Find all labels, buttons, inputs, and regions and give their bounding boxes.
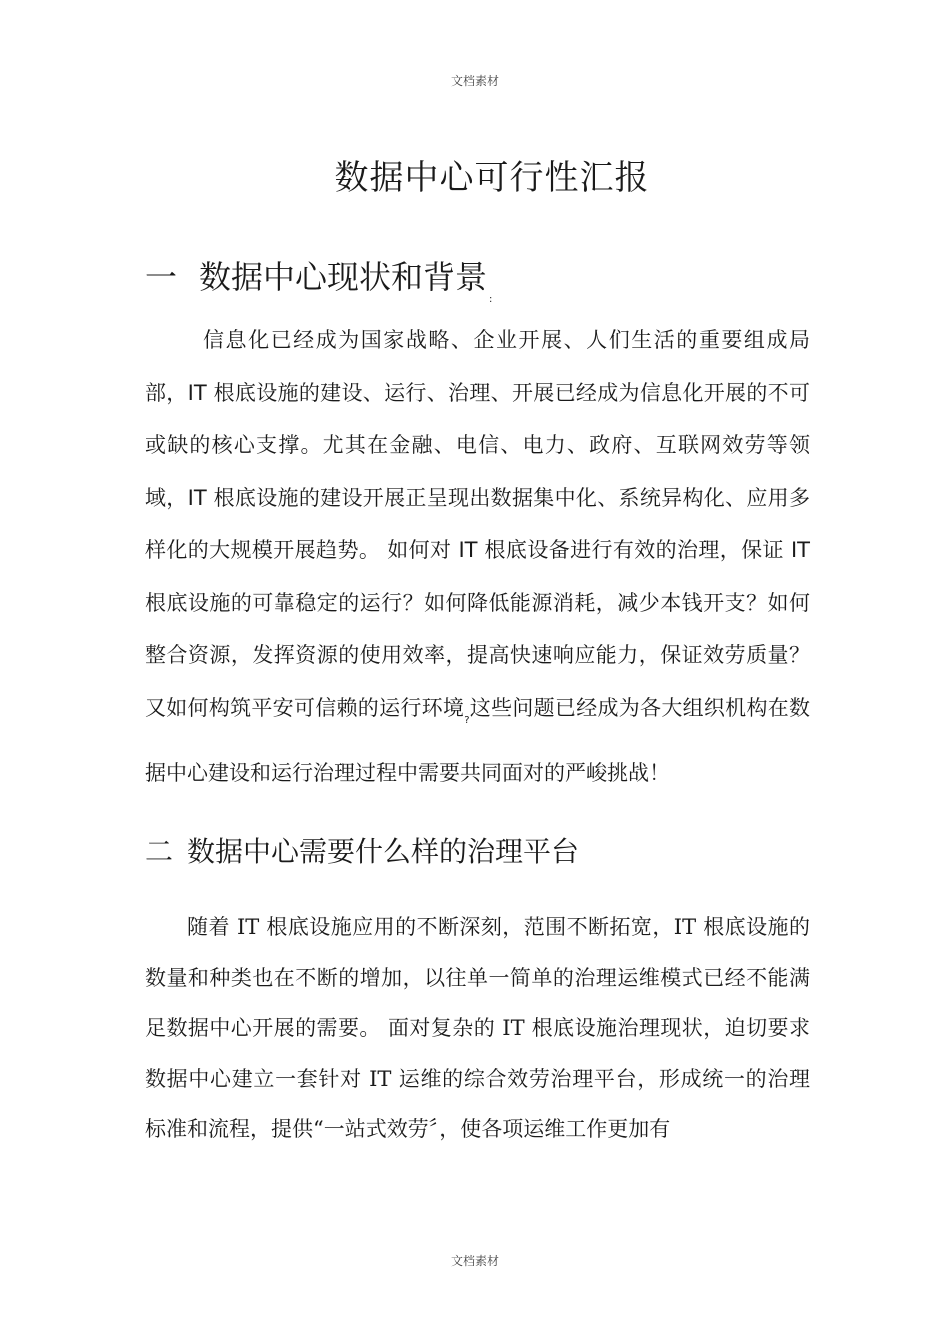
section-1-heading-text: 数据中心现状和背景	[199, 258, 488, 296]
section-2-heading	[145, 830, 579, 870]
document-title: 数据中心可行性汇报	[334, 158, 650, 198]
section-2-paragraph: 随着 IT 根底设施应用的不断深刻，范围不断拓宽，IT 根底设施的数量和种类也在不断的增加，以往单一简单的治理运维模式已经不能满足数据中心开展的需要。 面对复杂的 IT 根底设施治理现状，迫切要求数据中心建立一套针对 IT 运维的综合效劳治理平台，形成统一的治理标准和流程，提供“一站式效劳〞，使各项运维工作更加有	[145, 915, 810, 1141]
section-2-number: 二	[145, 835, 174, 868]
section-1-heading	[145, 252, 492, 305]
section-1-number: 一	[145, 258, 178, 296]
section-1-paragraph	[145, 314, 810, 800]
section-1-paragraph-part-2: 这些问题已经成为各大组织机构在数据中心建设和运行治理过程中需要共同面对的严峻挑战！	[145, 695, 810, 785]
page-header-mark: 文档素材	[450, 74, 499, 88]
section-1-heading-mark: :	[489, 294, 493, 305]
section-1-paragraph-part-1: 信息化已经成为国家战略、企业开展、人们生活的重要组成局部，IT 根底设施的建设、运行、治理、开展已经成为信息化开展的不可或缺的核心支撑。尤其在金融、电信、电力、政府、互联网效劳等领域，IT 根底设施的建设开展正呈现出数据集中化、系统异构化、应用多样化的大规模开展趋势。 如何对 IT 根底设备进行有效的治理，保证 IT 根底设施的可靠稳定的运行？如何降低能源消耗，减少本钱开支？如何整合资源，发挥资源的使用效率，提高快速响应能力，保证效劳质量？又如何构筑平安可信赖的运行环境	[145, 328, 810, 720]
section-1-inline-mark: ?	[464, 714, 470, 726]
section-2-heading-text: 数据中心需要什么样的治理平台	[187, 835, 580, 868]
page-footer-mark: 文档素材	[450, 1254, 499, 1268]
